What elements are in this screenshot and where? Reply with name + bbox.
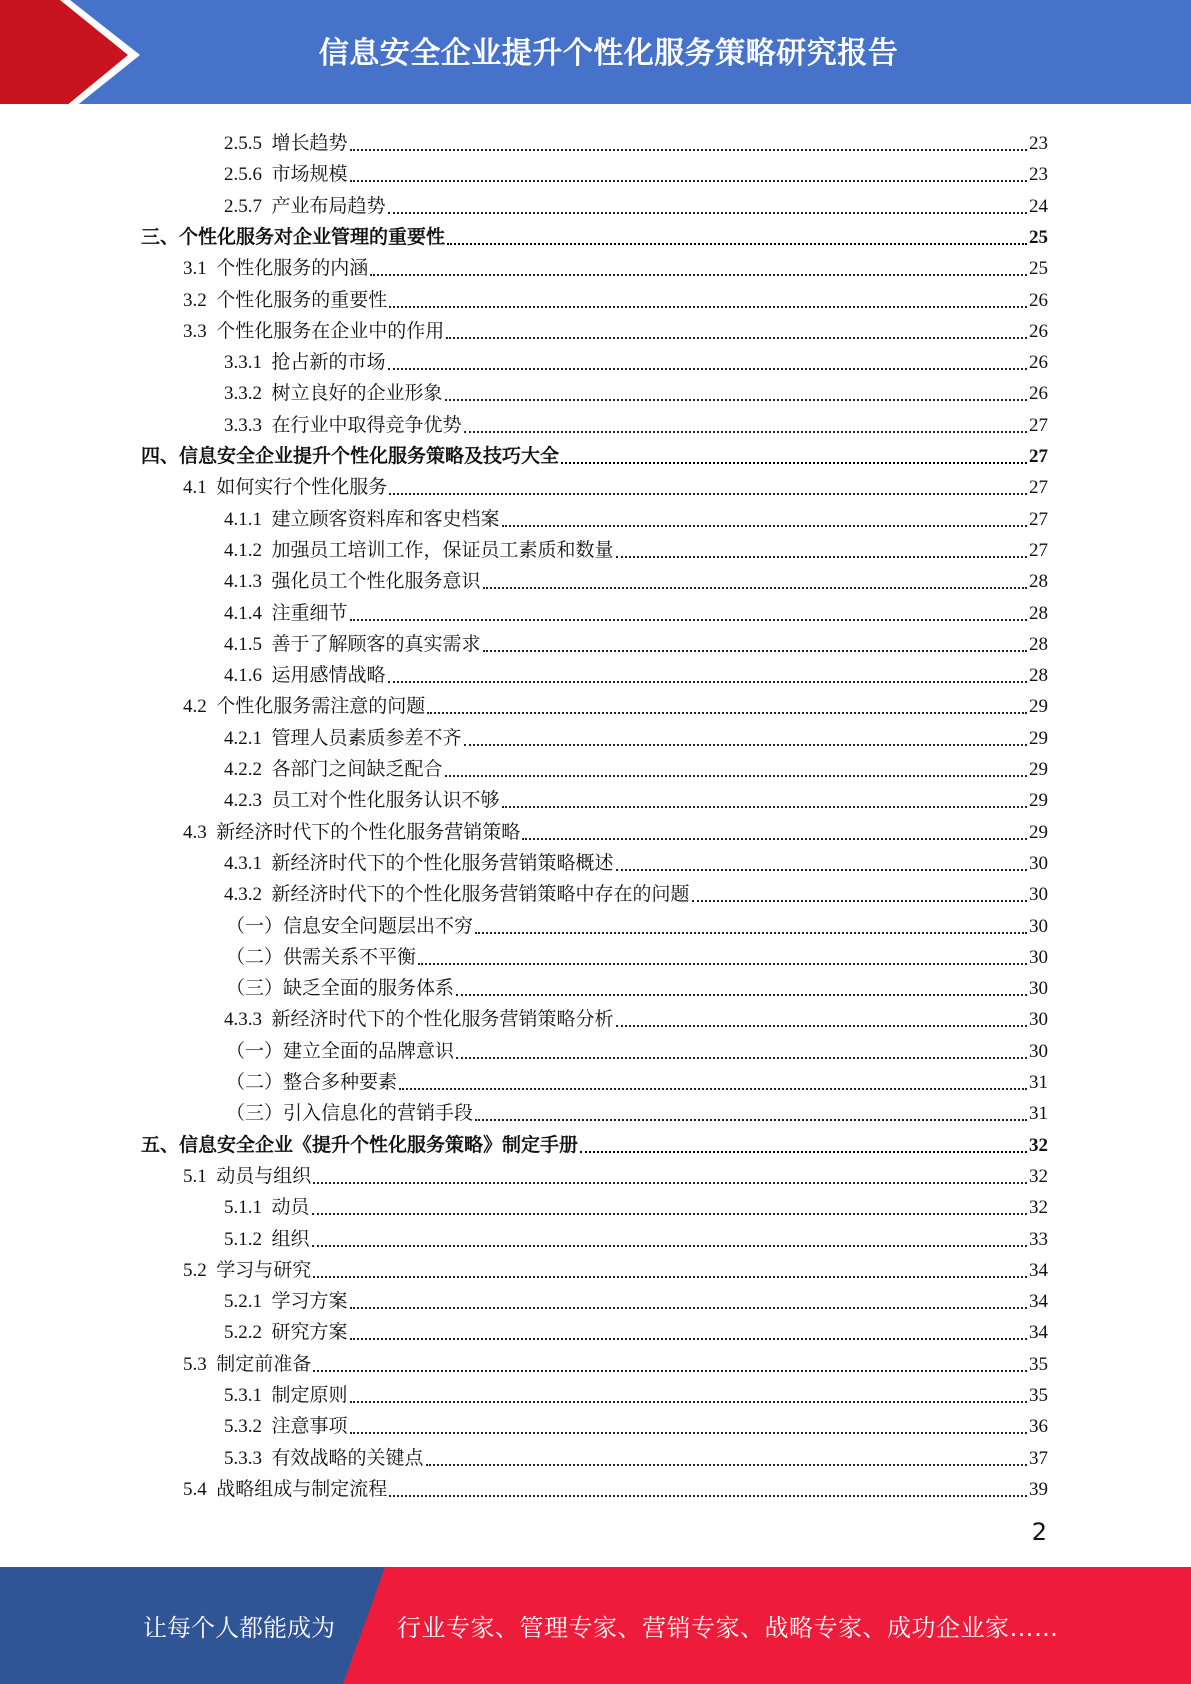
toc-entry-title: 5.3.2 注意事项 (224, 1416, 348, 1438)
toc-entry[interactable] (224, 378, 1048, 406)
toc-entry[interactable] (226, 1036, 1048, 1064)
toc-entry-page: 29 (1029, 696, 1048, 718)
page-number: 2 (1031, 1518, 1047, 1546)
toc-entry-title: 4.3.1 新经济时代下的个性化服务营销策略概述 (224, 852, 614, 874)
toc-entry[interactable] (183, 253, 1048, 281)
toc-entry-page: 26 (1029, 352, 1048, 374)
toc-entry-title: 4.3.2 新经济时代下的个性化服务营销策略中存在的问题 (224, 884, 690, 906)
toc-entry-page: 30 (1029, 946, 1048, 968)
footer-slogan-left: 让每个人都能成为 (143, 1614, 335, 1642)
toc-entry[interactable] (183, 1161, 1048, 1189)
toc-entry-title: 4.2.1 管理人员素质参差不齐 (224, 727, 462, 749)
toc-dot-leader (388, 681, 1027, 683)
toc-entry-title: （一）信息安全问题层出不穷 (226, 915, 474, 937)
toc-entry-page: 29 (1029, 790, 1048, 812)
toc-entry-page: 26 (1029, 383, 1048, 405)
toc-entry-page: 31 (1029, 1072, 1048, 1093)
toc-entry-page: 28 (1029, 571, 1048, 593)
toc-entry[interactable] (224, 1411, 1048, 1439)
toc-entry-title: 5.4 战略组成与制定流程 (183, 1478, 388, 1500)
toc-entry[interactable] (226, 1067, 1048, 1095)
toc-dot-leader (350, 1401, 1027, 1403)
toc-dot-leader (464, 744, 1027, 746)
toc-dot-leader (580, 1151, 1027, 1153)
toc-entry-page: 27 (1029, 477, 1048, 499)
toc-dot-leader (389, 306, 1027, 308)
header-banner (0, 0, 1191, 111)
toc-entry-title: 4.3 新经济时代下的个性化服务营销策略 (183, 821, 521, 843)
toc-entry-title: 四、信息安全企业提升个性化服务策略及技巧大全 (141, 446, 560, 467)
toc-entry[interactable] (224, 504, 1048, 532)
toc-dot-leader (616, 869, 1027, 871)
toc-entry[interactable] (224, 191, 1048, 219)
toc-dot-leader (475, 932, 1027, 934)
toc-entry[interactable] (224, 159, 1048, 187)
toc-entry[interactable] (224, 347, 1048, 375)
toc-entry-page: 29 (1029, 759, 1048, 780)
toc-entry-page: 30 (1029, 884, 1048, 906)
toc-entry-title: 5.1 动员与组织 (183, 1165, 312, 1187)
toc-dot-leader (456, 1057, 1027, 1059)
toc-entry-page: 39 (1029, 1478, 1048, 1500)
toc-entry-title: 3.3 个性化服务在企业中的作用 (183, 320, 445, 342)
toc-dot-leader (447, 243, 1027, 245)
toc-entry[interactable] (226, 942, 1048, 970)
toc-entry[interactable] (224, 566, 1048, 594)
toc-entry-page: 34 (1029, 1291, 1048, 1313)
toc-dot-leader (399, 1088, 1027, 1090)
toc-entry-title: 4.2.3 员工对个性化服务认识不够 (224, 790, 500, 812)
toc-entry-title: 三、个性化服务对企业管理的重要性 (141, 226, 446, 248)
toc-dot-leader (445, 399, 1027, 401)
toc-dot-leader (445, 775, 1027, 777)
toc-entry[interactable] (224, 410, 1048, 438)
toc-entry[interactable] (224, 754, 1048, 782)
toc-entry-page: 27 (1029, 414, 1048, 436)
toc-entry[interactable] (183, 285, 1048, 313)
toc-entry[interactable] (224, 1317, 1048, 1345)
toc-entry-page: 30 (1029, 1040, 1048, 1062)
toc-entry-page: 27 (1029, 446, 1048, 467)
toc-dot-leader (522, 838, 1027, 840)
toc-entry-title: 3.3.2 树立良好的企业形象 (224, 383, 443, 405)
toc-entry-title: 4.1.1 建立顾客资料库和客史档案 (224, 508, 500, 530)
toc-entry-page: 25 (1029, 258, 1048, 280)
toc-entry[interactable] (226, 973, 1048, 1001)
toc-entry[interactable] (224, 535, 1048, 563)
toc-entry-page: 30 (1029, 915, 1048, 937)
toc-entry[interactable] (224, 1004, 1048, 1032)
toc-entry-title: 4.3.3 新经济时代下的个性化服务营销策略分析 (224, 1009, 614, 1031)
toc-dot-leader (389, 493, 1027, 495)
toc-entry[interactable] (224, 848, 1048, 876)
toc-entry-title: 3.1 个性化服务的内涵 (183, 258, 369, 280)
toc-entry[interactable] (183, 1349, 1048, 1377)
toc-dot-leader (313, 1182, 1027, 1184)
toc-entry-title: 5.1.2 组织 (224, 1228, 310, 1250)
toc-entry-title: （二）整合多种要素 (226, 1072, 398, 1093)
toc-dot-leader (312, 1213, 1027, 1215)
toc-entry[interactable] (183, 1474, 1048, 1502)
toc-dot-leader (313, 1370, 1027, 1372)
toc-entry-title: 5.2.1 学习方案 (224, 1291, 348, 1313)
toc-entry[interactable] (224, 879, 1048, 907)
toc-entry[interactable] (224, 1224, 1048, 1252)
toc-dot-leader (475, 1119, 1027, 1121)
toc-entry-title: 2.5.7 产业布局趋势 (224, 195, 386, 217)
toc-dot-leader (464, 431, 1027, 433)
toc-entry[interactable] (224, 1443, 1048, 1471)
toc-dot-leader (692, 900, 1027, 902)
toc-entry-title: 3.2 个性化服务的重要性 (183, 289, 388, 311)
toc-entry-page: 37 (1029, 1447, 1048, 1469)
toc-entry-page: 25 (1029, 226, 1048, 248)
toc-entry[interactable] (141, 222, 1048, 250)
toc-dot-leader (456, 994, 1027, 996)
toc-dot-leader (616, 556, 1027, 558)
toc-entry[interactable] (183, 316, 1048, 344)
toc-entry-page: 30 (1029, 978, 1048, 1000)
toc-entry-page: 35 (1029, 1385, 1048, 1406)
toc-entry[interactable] (141, 441, 1048, 469)
document-title: 信息安全企业提升个性化服务策略研究报告 (318, 36, 899, 71)
toc-dot-leader (502, 525, 1027, 527)
toc-entry[interactable] (224, 660, 1048, 688)
toc-entry-page: 29 (1029, 821, 1048, 843)
toc-dot-leader (313, 1276, 1027, 1278)
toc-entry-page: 34 (1029, 1259, 1048, 1281)
toc-entry-title: （三）缺乏全面的服务体系 (226, 978, 455, 1000)
toc-entry-title: 4.1.2 加强员工培训工作，保证员工素质和数量 (224, 539, 614, 561)
footer-banner (0, 1567, 1191, 1684)
toc-dot-leader (350, 149, 1027, 151)
toc-entry-title: 3.3.3 在行业中取得竞争优势 (224, 414, 462, 436)
toc-dot-leader (426, 1464, 1027, 1466)
toc-entry-page: 26 (1029, 289, 1048, 311)
toc-entry[interactable] (183, 1255, 1048, 1283)
toc-dot-leader (388, 212, 1027, 214)
toc-entry-title: 2.5.6 市场规模 (224, 164, 348, 186)
toc-entry-page: 30 (1029, 1009, 1048, 1031)
toc-dot-leader (561, 462, 1027, 464)
toc-dot-leader (418, 963, 1027, 965)
toc-entry-page: 31 (1029, 1103, 1048, 1125)
toc-dot-leader (388, 368, 1027, 370)
toc-entry[interactable] (141, 1130, 1048, 1158)
toc-entry-title: 4.1 如何实行个性化服务 (183, 477, 388, 499)
toc-entry[interactable] (224, 1380, 1048, 1408)
toc-entry-title: 3.3.1 抢占新的市场 (224, 352, 386, 374)
toc-entry-page: 28 (1029, 665, 1048, 687)
toc-dot-leader (350, 1338, 1027, 1340)
toc-entry[interactable] (224, 785, 1048, 813)
toc-dot-leader (502, 806, 1027, 808)
toc-dot-leader (616, 1025, 1027, 1027)
toc-entry[interactable] (226, 1098, 1048, 1126)
toc-dot-leader (350, 1307, 1027, 1309)
toc-entry-page: 26 (1029, 320, 1048, 342)
toc-entry-title: 5.2.2 研究方案 (224, 1322, 348, 1344)
toc-entry-title: 5.3 制定前准备 (183, 1353, 312, 1375)
toc-dot-leader (350, 1432, 1027, 1434)
toc-dot-leader (312, 1245, 1027, 1247)
toc-entry-page: 23 (1029, 133, 1048, 154)
toc-entry-page: 29 (1029, 727, 1048, 749)
toc-entry-title: 4.2 个性化服务需注意的问题 (183, 696, 426, 718)
toc-entry[interactable] (183, 817, 1048, 845)
toc-entry-page: 32 (1029, 1197, 1048, 1219)
toc-entry-title: （三）引入信息化的营销手段 (226, 1103, 474, 1125)
toc-entry-page: 30 (1029, 852, 1048, 874)
toc-dot-leader (446, 337, 1027, 339)
footer-slogan-right: 行业专家、管理专家、营销专家、战略专家、成功企业家…… (397, 1614, 1059, 1642)
toc-entry-title: 4.2.2 各部门之间缺乏配合 (224, 759, 443, 780)
toc-dot-leader (350, 619, 1027, 621)
toc-entry[interactable] (226, 911, 1048, 939)
toc-entry[interactable] (224, 1286, 1048, 1314)
toc-dot-leader (370, 274, 1027, 276)
toc-dot-leader (483, 650, 1027, 652)
toc-entry-page: 27 (1029, 508, 1048, 530)
toc-entry[interactable] (224, 128, 1048, 156)
toc-entry-page: 32 (1029, 1134, 1048, 1156)
toc-entry-page: 28 (1029, 633, 1048, 655)
toc-entry-title: （二）供需关系不平衡 (226, 946, 417, 968)
header-bottom-line (0, 104, 1191, 111)
toc-entry-title: 五、信息安全企业《提升个性化服务策略》制定手册 (141, 1134, 579, 1156)
toc-entry[interactable] (224, 723, 1048, 751)
toc-entry-page: 35 (1029, 1353, 1048, 1375)
toc-entry-page: 36 (1029, 1416, 1048, 1438)
toc-entry-title: 5.3.3 有效战略的关键点 (224, 1447, 424, 1469)
toc-entry-title: 4.1.3 强化员工个性化服务意识 (224, 571, 481, 593)
toc-dot-leader (483, 587, 1027, 589)
toc-dot-leader (427, 712, 1027, 714)
toc-entry-page: 32 (1029, 1165, 1048, 1187)
toc-entry[interactable] (224, 1192, 1048, 1220)
toc-entry-title: 4.1.6 运用感情战略 (224, 665, 386, 687)
toc-entry-title: 2.5.5 增长趋势 (224, 133, 348, 154)
toc-entry-title: 5.3.1 制定原则 (224, 1385, 348, 1406)
toc-entry-title: （一）建立全面的品牌意识 (226, 1040, 455, 1062)
toc-entry-title: 4.1.4 注重细节 (224, 602, 348, 624)
toc-entry-title: 5.1.1 动员 (224, 1197, 310, 1219)
toc-entry-title: 4.1.5 善于了解顾客的真实需求 (224, 633, 481, 655)
toc-entry[interactable] (224, 629, 1048, 657)
toc-dot-leader (350, 180, 1027, 182)
toc-entry-page: 23 (1029, 164, 1048, 186)
toc-entry[interactable] (183, 472, 1048, 500)
toc-entry-page: 34 (1029, 1322, 1048, 1344)
toc-entry-page: 28 (1029, 602, 1048, 624)
toc-entry-page: 27 (1029, 539, 1048, 561)
toc-entry-page: 33 (1029, 1228, 1048, 1250)
toc-entry[interactable] (224, 598, 1048, 626)
toc-entry-title: 5.2 学习与研究 (183, 1259, 312, 1281)
toc-entry[interactable] (183, 691, 1048, 719)
toc-entry-page: 24 (1029, 195, 1048, 217)
toc-dot-leader (389, 1495, 1027, 1497)
